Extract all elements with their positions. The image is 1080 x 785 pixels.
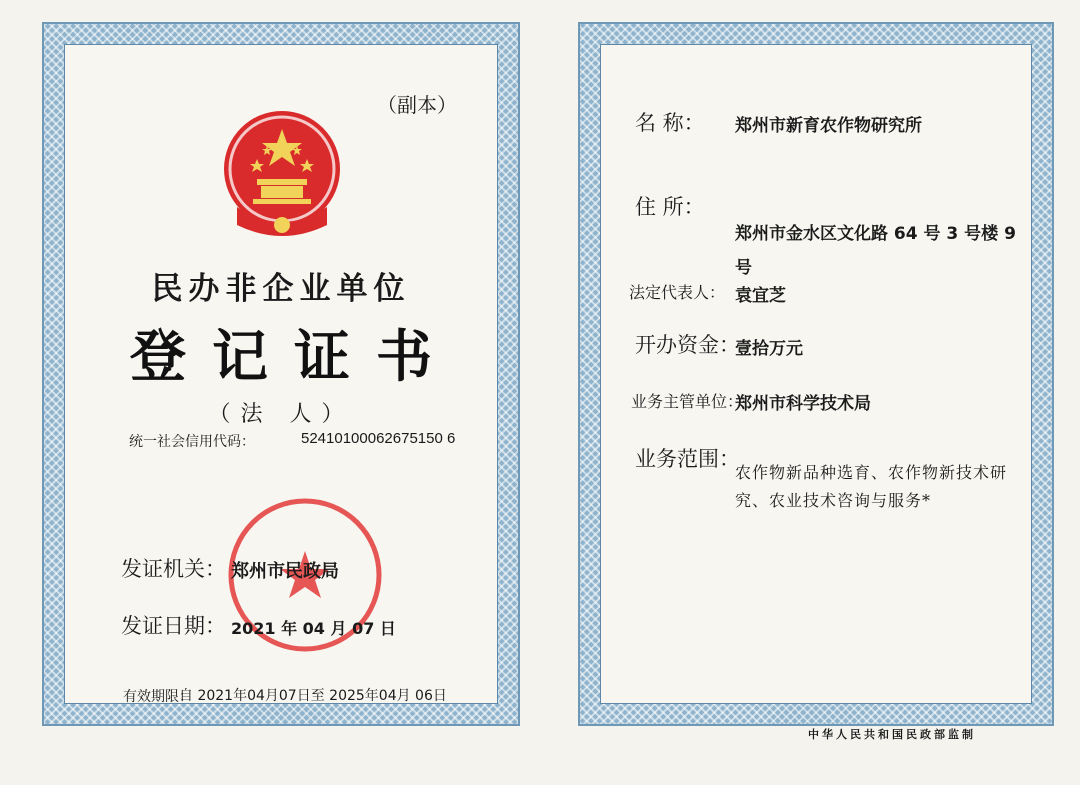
scope-value: 农作物新品种选育、农作物新技术研究、农业技术咨询与服务* (735, 463, 1008, 510)
issue-date-value: 2021 年 04 月 07 日 (231, 619, 396, 638)
name-value: 郑州市新育农作物研究所 (735, 116, 922, 136)
left-page-body (64, 44, 498, 704)
footer-note: 中华人民共和国民政部监制 (808, 728, 976, 741)
capital-value: 壹拾万元 (735, 339, 803, 359)
scope-label: 业务范围： (635, 447, 740, 471)
name-label: 名 称： (635, 111, 705, 135)
uscc-label: 统一社会信用代码： (129, 434, 255, 450)
issuer-label: 发证机关： (121, 557, 226, 581)
authority-value: 郑州市科学技术局 (735, 394, 871, 414)
entity-type: （法 人） (208, 402, 354, 427)
authority-label: 业务主管单位： (631, 392, 744, 411)
national-emblem-icon (217, 107, 347, 247)
right-page-body (600, 44, 1032, 704)
uscc-value: 52410100062675150 6 (301, 430, 456, 447)
address-value: 郑州市金水区文化路 64 号 3 号楼 9 号 (735, 224, 1016, 278)
issue-date-label: 发证日期： (121, 614, 226, 638)
copy-label: （副本） (377, 93, 457, 117)
validity-label: 有效期限： (123, 689, 193, 704)
address-label: 住 所： (635, 195, 705, 219)
capital-label: 开办资金： (635, 333, 740, 357)
legal-rep-label: 法定代表人： (629, 283, 726, 302)
certificate-right-page (578, 22, 1054, 726)
certificate-subtitle: 民办非企业单位 (151, 271, 411, 307)
certificate-left-page (42, 22, 520, 726)
legal-rep-value: 袁宜芝 (735, 286, 786, 306)
certificate-title: 登记证书 (130, 324, 458, 390)
issuer-value: 郑州市民政局 (231, 561, 339, 582)
validity-value: 自 2021年04月07日至 2025年04月 06日 (179, 688, 447, 704)
